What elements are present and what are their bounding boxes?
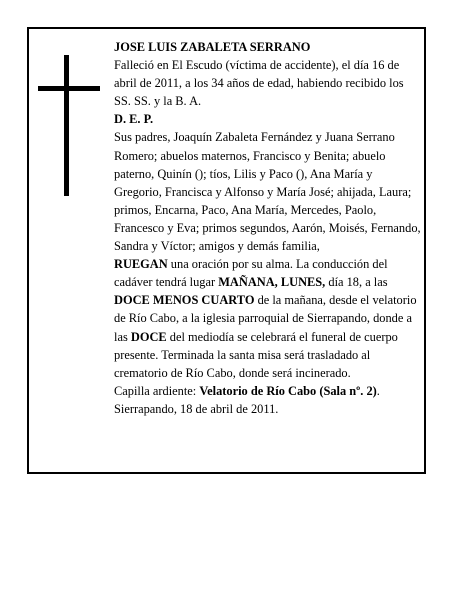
cross-horizontal-bar [38, 86, 100, 91]
chapel-end: . [376, 383, 380, 398]
deceased-name: JOSE LUIS ZABALETA SERRANO [114, 40, 311, 54]
cross-icon [38, 55, 100, 196]
day-text: día 18, a las [325, 275, 388, 290]
cross-vertical-bar [64, 55, 69, 196]
dep-line: D. E. P. [114, 112, 154, 127]
prayer-text: una oración por su alma. La conducción del cadáver tendrá lugar [114, 257, 388, 290]
ceremony-details [114, 255, 421, 382]
obituary-text [114, 38, 421, 418]
funeral-hour: DOCE [130, 329, 167, 344]
funeral-text: del mediodía se celebrará el funeral de cuerpo presente. Terminada la santa misa será trasladado al crematorio de Río Cabo, donde será incinerado. [114, 329, 398, 380]
family-list: Sus padres, Joaquín Zabaleta Fernández y Juana Serrano Romero; abuelos maternos, Francisco y Benita; abuelo paterno, Quinín (); tíos, Lilis y Paco (), Ana María y Gregorio, Francisca y Alfonso y María José; ahijada, Laura; primos, Encarna, Paco, Ana María, Mercedes, Paolo, Francesco y Eva; primos segundos, Aarón, Moisés, Fernando, Sandra y Víctor; amigos y demás familia, [114, 130, 421, 254]
chapel-label: Capilla ardiente: [114, 383, 200, 398]
place-date: Sierrapando, 18 de abril de 2011. [114, 401, 279, 416]
chapel-line [114, 382, 421, 400]
ceremony-time: DOCE MENOS CUARTO [114, 293, 255, 308]
route-text: de la mañana, desde el velatorio de Río Cabo, a la iglesia parroquial de Sierrapando, donde a las [114, 293, 417, 344]
death-details: Falleció en El Escudo (víctima de accidente), el día 16 de abril de 2011, a los 34 años de edad, habiendo recibido los SS. SS. y la B. A. [114, 58, 404, 109]
ruegan-word: RUEGAN [114, 257, 168, 272]
chapel-place: Velatorio de Río Cabo (Sala nº. 2) [199, 383, 377, 398]
ceremony-day: MAÑANA, LUNES, [218, 275, 326, 290]
